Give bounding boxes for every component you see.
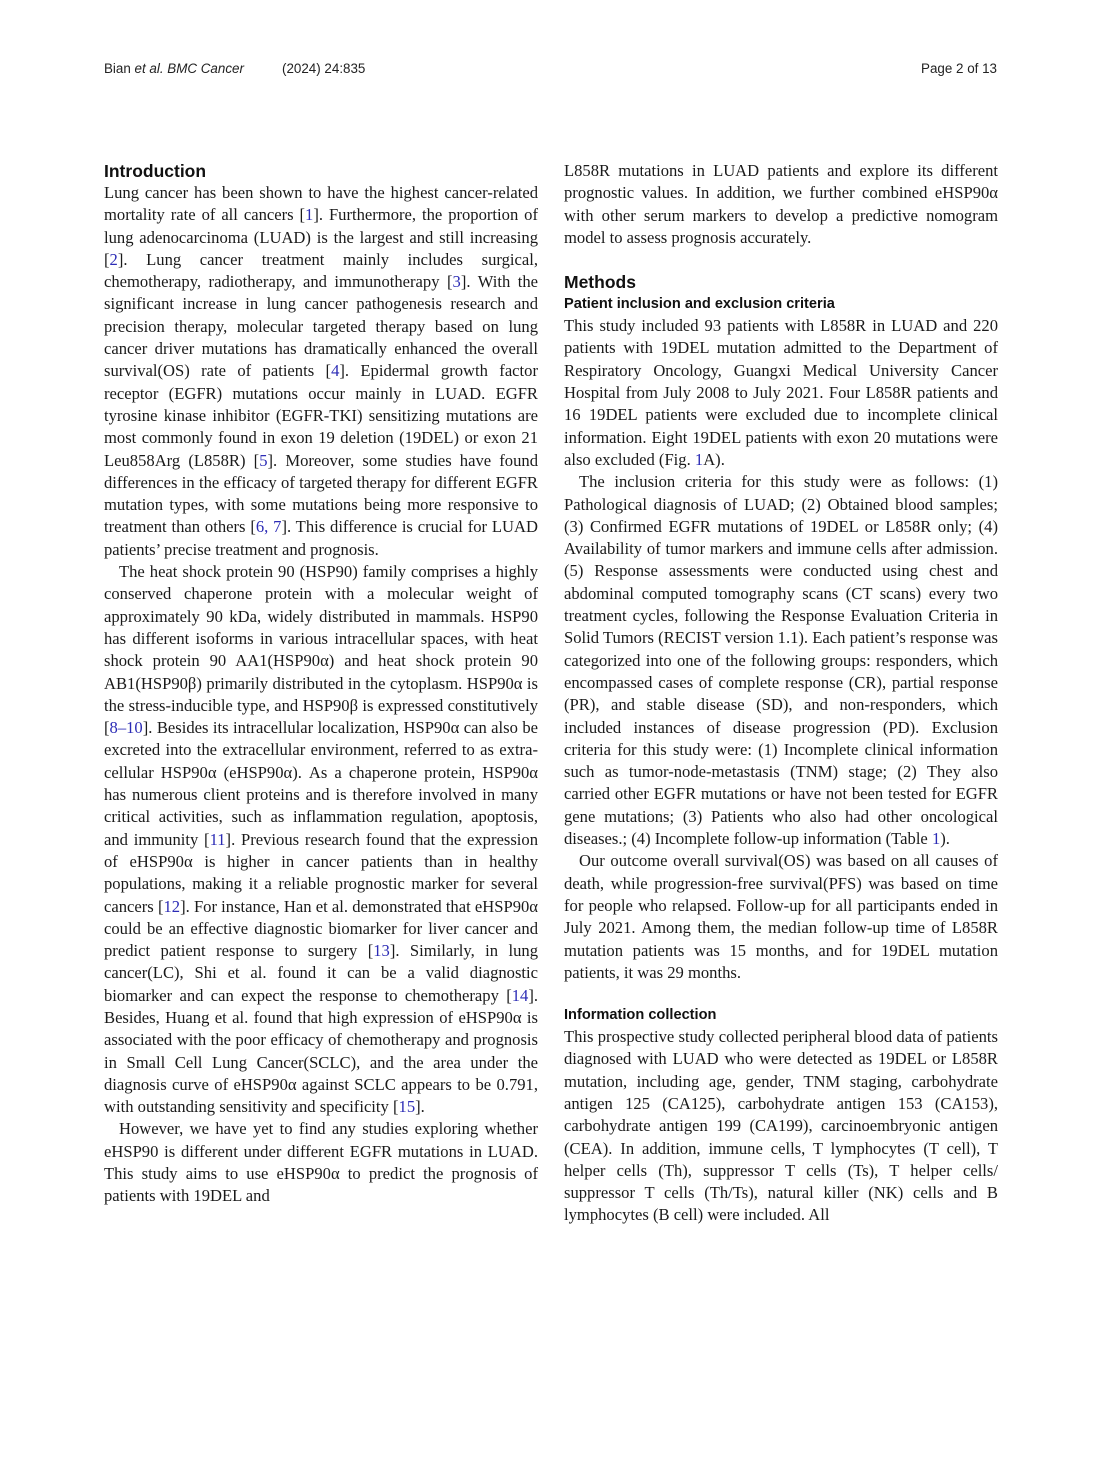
section-heading-methods: Methods [564,272,636,293]
intro-paragraph-2: The heat shock protein 90 (HSP90) family comprises a highly conserved chaperone protein with a molecular weight of approximately 90 kDa, widely distributed in mammals. HSP90 has different isoforms in various intracellular spaces, with heat shock protein 90 AA1(HSP90α) and heat shock protein 90 AB1(HSP90β) primarily distributed in the cytoplasm. HSP90α is the stress-inducible type, and HSP90β is expressed constitutively [8–10]. Besides its intracellular localization, HSP90α can also be excreted into the extracellular environment, referred to as extracellular HSP90α (eHSP90α). As a chaperone protein, HSP90α has numerous client proteins and is therefore involved in many critical activities, such as inflammation regulation, apoptosis, and immunity [11]. Previous research found that the expression of eHSP90α is higher in cancer patients than in healthy populations, making it a reliable prognostic marker for several cancers [12]. For instance, Han et al. demonstrated that eHSP90α could be an effective diagnostic biomarker for liver cancer and predict patient response to surgery [13]. Similarly, in lung cancer(LC), Shi et al. found it can be a valid diagnostic biomarker and can expect the response to chemotherapy [14]. Besides, Huang et al. found that high expression of eHSP90α is associated with the poor efficacy of chemotherapy and prognosis in Small Cell Lung Cancer(SCLC), and the area under the diagnosis curve of eHSP90α against SCLC appears to be 0.791, with outstanding sensitivity and specificity [15]. [104,562,538,1117]
spacer [564,249,998,271]
text: Lung cancer has been shown to have the highest cancer-related mortality rate of all cancers [104,183,538,225]
text: A). [703,449,725,469]
citation-link[interactable]: 13 [373,941,390,961]
intro-paragraph-1: Lung cancer has been shown to have the highest cancer-related mortality rate of all cancers [1]. Furthermore, the proportion of lung adenocarcinoma (LUAD) is the largest and still increasing [2]. Lung cancer treatment mainly includes surgical, chemotherapy, radiotherapy, and immunotherapy [3]. With the significant increase in lung cancer pathogenesis research and precision therapy, molecular targeted therapy based on lung cancer driver mutations has dramatically enhanced the overall survival(OS) rate of patients [4]. Epidermal growth factor receptor (EGFR) mutations occur mainly in LUAD. EGFR tyrosine kinase inhibitor (EGFR-TKI) sensitizing mutations are most commonly found in exon 19 deletion (19DEL) or exon 21 Leu858Arg (L858R) [5]. Moreover, some studies have found differences in the efficacy of targeted therapy for different EGFR mutation types, with some mutations being more responsive to treatment than others [6, 7]. This difference is crucial for LUAD patients’ precise treatment and prognosis. [104,183,539,559]
right-column [564,160,998,1227]
text: ). [940,829,950,849]
text: . [420,1097,425,1117]
methods-paragraph-2 [564,471,998,850]
left-column [104,160,538,1208]
citation-link[interactable]: 2 [109,249,118,269]
text: . Besides, Huang et al. found that high expression of eHSP90α is associated with the poor efficacy of chemotherapy and prognosis in Small Cell Lung Cancer(SCLC), and the area under the diagnosis curve of eHSP90α against SCLC appears to be 0.791, with outstanding sensitivity and specificity [104,985,538,1117]
methods-paragraph-3: Our outcome overall survival(OS) was based on all causes of death, while progression-free survival(PFS) was based on time for people who relapsed. Follow-up for all participants ended in July 2021. Among them, the median follow-up time of L858R mutation patients was 15 months, and for 19DEL mutation patients, it was 29 months. [564,851,998,982]
running-header-journal [104,61,244,76]
text: . Furthermore, the proportion of lung adenocarcinoma (LUAD) is the largest and still increasing [104,205,538,247]
intro-paragraph-3-end: L858R mutations in LUAD patients and explore its different prognostic values. In addition, we further combined eHSP90α with other serum markers to develop a predictive nomogram model to assess prognosis accurately. [564,161,998,247]
text: . With the significant increase in lung cancer pathogenesis research and precision therapy, molecular targeted therapy based on lung cancer driver mutations has dramatically enhanced the overall survival(OS) rate of patients [104,272,539,381]
text: . This difference is crucial for LUAD patients’ precise treatment and prognosis. [104,517,538,559]
text: . Previous research found that the expression of eHSP90α is higher in cancer patients than in healthy populations, making it a reliable prognostic marker for several cancers [104,829,538,916]
intro-paragraph-3-start: However, we have yet to find any studies exploring whether eHSP90 is different under different EGFR mutations in LUAD. This study aims to use eHSP90α to predict the prognosis of patients with 19DEL and [104,1119,538,1206]
citation-link[interactable]: 1 [305,205,314,225]
citation-link[interactable]: 5 [259,450,268,470]
text: . Besides its intracellular localization, HSP90α can also be excreted into the extracellular environment, referred to as extracellular HSP90α (eHSP90α). As a chaperone protein, HSP90α has numerous client proteins and is therefore involved in many critical activities, such as inflammation regulation, apoptosis, and immunity [104,718,538,849]
citation-link[interactable]: 6, 7 [255,517,282,537]
text: . Similarly, in lung cancer(LC), Shi et al. found it can be a valid diagnostic biomarker and can expect the response to chemotherapy [104,941,538,1005]
subsection-heading-information-collection: Information collection [564,1007,717,1024]
text: . For instance, Han et al. demonstrated that eHSP90α could be an effective diagnostic biomarker for liver cancer and predict patient response to surgery [104,896,538,961]
citation-link[interactable]: 15 [398,1097,416,1117]
authors: Bian [104,61,135,76]
spacer [564,984,998,1004]
citation-link[interactable]: 14 [511,985,529,1005]
page-number: Page 2 of 13 [921,61,997,76]
figure-link[interactable]: 1 [694,449,704,469]
citation-link[interactable]: 12 [163,896,181,916]
section-heading-introduction: Introduction [104,161,207,181]
text: . Moreover, some studies have found differences in the efficacy of targeted therapy for different EGFR mutation types, with some mutations being more responsive to treatment than others [104,450,538,537]
citation-link[interactable]: 4 [331,361,340,381]
running-header [104,61,997,81]
citation-link[interactable]: 8–10 [109,718,143,738]
text: The inclusion criteria for this study were as follows: (1) Pathological diagnosis of LUAD; (2) Obtained blood samples; (3) Confirmed EGFR mutations of 19DEL or L858R only; (4) Availability of tumor markers and immune cells after admission. (5) Response assessments were conducted using chest and abdominal computed tomography scans (CT scans) every two treatment cycles, following the Response Evaluation Criteria in Solid Tumors (RECIST version 1.1). Each patient’s response was categorized into one of the following groups: responders, which encompassed cases of complete response (CR), partial response (PR), and stable disease (SD), and non-responders, which included instances of disease progression (PD). Exclusion criteria for this study were: (1) Incomplete clinical information such as tumor-node-metastasis (TNM) stage; (2) They also carried other EGFR mutations or have not been tested for EGFR gene mutations; (3) Patients who also had other oncological diseases.; (4) Incomplete follow-up information (Table [564,472,998,849]
text: This study included 93 patients with L858R in LUAD and 220 patients with 19DEL mutation admitted to the Department of Respiratory Oncology, Guangxi Medical University Cancer Hospital from July 2008 to July 2021. Four L858R patients and 16 19DEL patients were excluded due to incomplete clinical information. Eight 19DEL patients with exon 20 mutations were also excluded (Fig. [564,316,998,469]
journal-name: et al. BMC Cancer [134,61,244,76]
methods-paragraph-1 [564,315,998,471]
text: . Lung cancer treatment mainly includes surgical, chemotherapy, radiotherapy, and immunotherapy [104,249,538,292]
article-citation: (2024) 24:835 [282,61,366,76]
text: . Epidermal growth factor receptor (EGFR) mutations occur mainly in LUAD. EGFR tyrosine kinase inhibitor (EGFR-TKI) sensitizing mutations are most commonly found in exon 19 deletion (19DEL) or exon 21 Leu858Arg (L858R) [104,361,538,470]
methods-paragraph-4: This prospective study collected peripheral blood data of patients diagnosed with LUAD who were detected as 19DEL or L858R mutation, including age, gender, TNM staging, carbohydrate antigen 125 (CA125), carbohydrate antigen 153 (CA153), carbohydrate antigen 199 (CA199), carcinoembryonic antigen (CEA). In addition, immune cells, T lymphocytes (T cell), T helper cells (Th), suppressor T cells (Ts), T helper cells/ suppressor T cells (Th/Ts), natural killer (NK) cells and B lymphocytes (B cell) were included. All [564,1027,998,1225]
citation-link[interactable]: 11 [209,829,226,849]
citation-link[interactable]: 3 [452,272,461,292]
table-link[interactable]: 1 [931,829,941,849]
subsection-heading-patient-criteria: Patient inclusion and exclusion criteria [564,296,835,313]
text: The heat shock protein 90 (HSP90) family comprises a highly conserved chaperone protein with a molecular weight of approximately 90 kDa, widely distributed in mammals. HSP90 has different isoforms in various intracellular spaces, with heat shock protein 90 AA1(HSP90α) and heat shock protein 90 AB1(HSP90β) primarily distributed in the cytoplasm. HSP90α is the stress-inducible type, and HSP90β is expressed constitutively [104,562,538,715]
